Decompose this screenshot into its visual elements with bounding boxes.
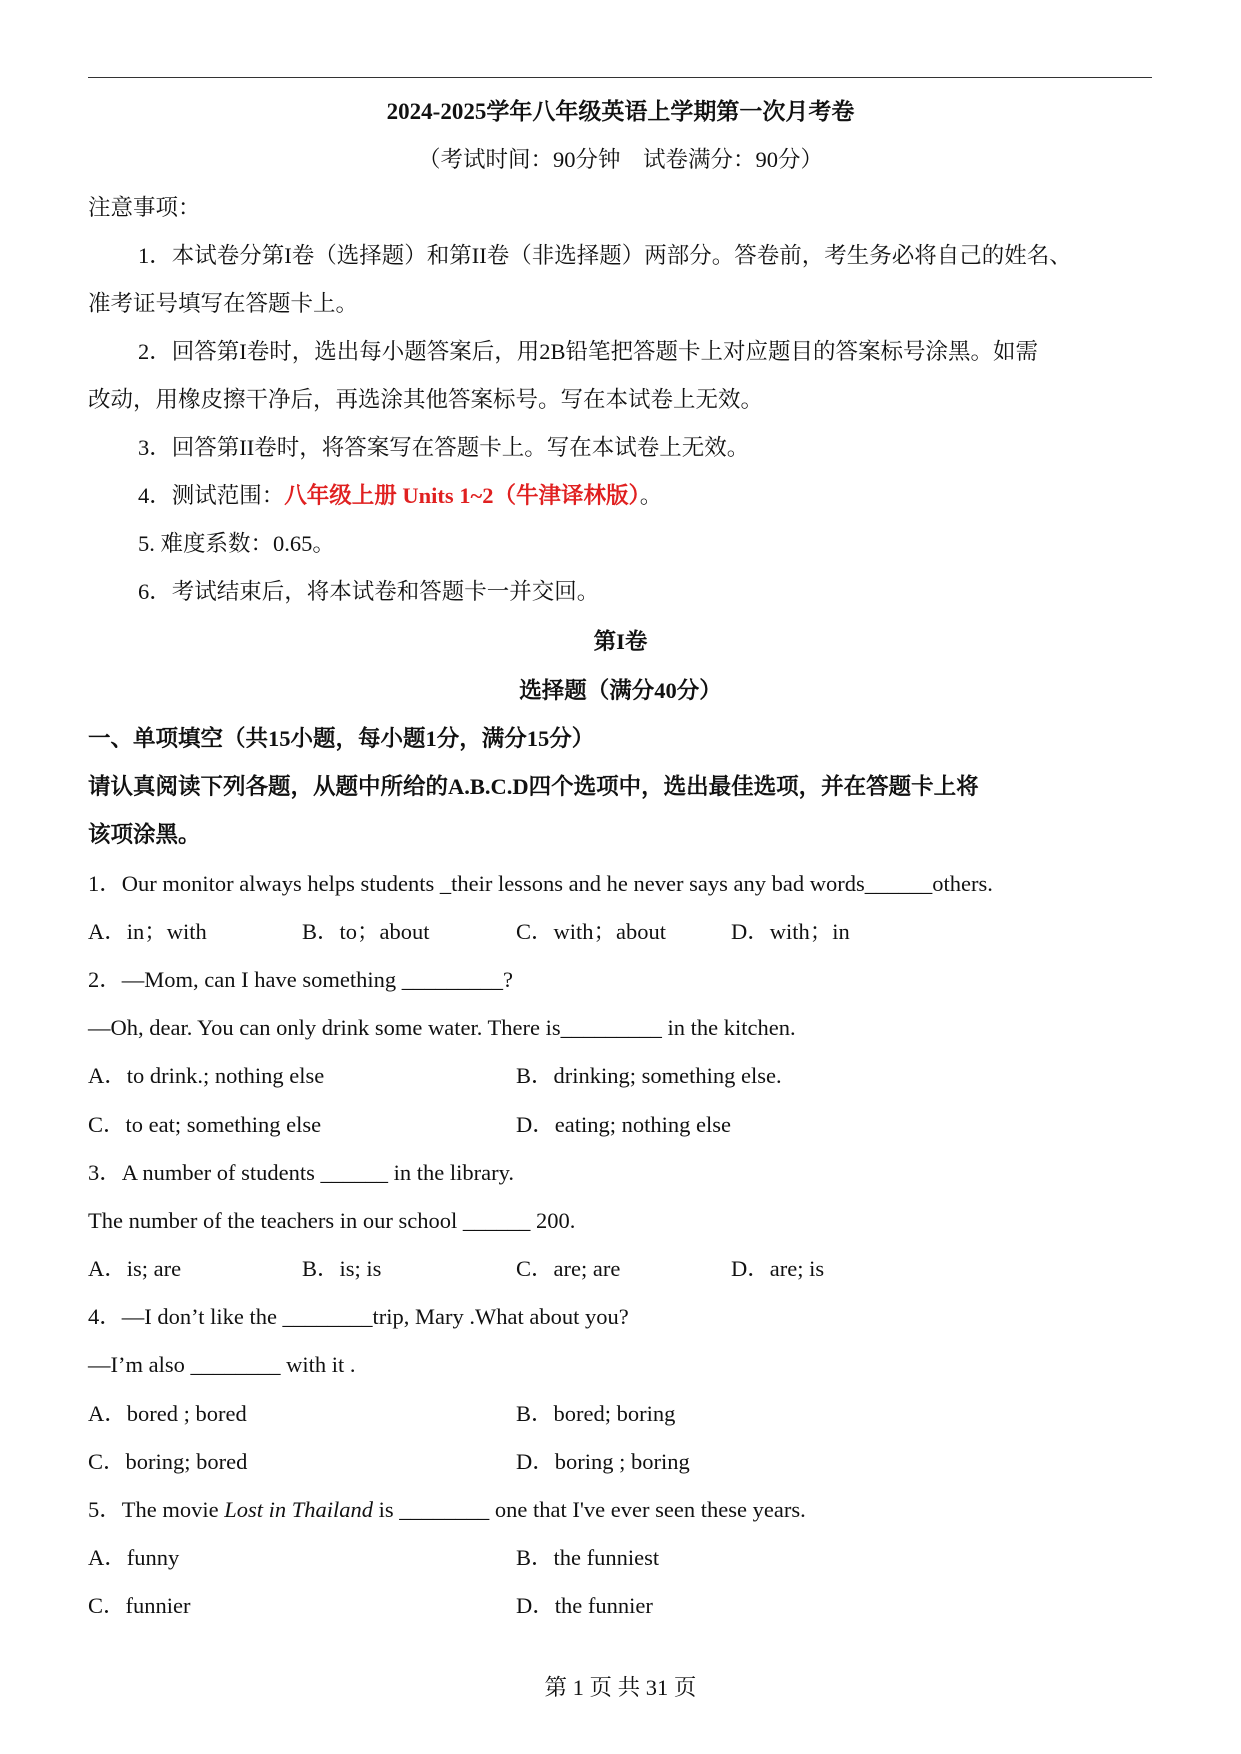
- note-5: 5. 难度系数：0.65。: [138, 531, 335, 556]
- question-1-option-b: B．to；about: [302, 919, 430, 944]
- test-scope: 八年级上册 Units 1~2（牛津译林版）: [284, 483, 640, 508]
- question-3-option-a: A．is; are: [88, 1256, 182, 1281]
- question-2-option-b: B．drinking; something else.: [516, 1063, 782, 1088]
- question-5-stem-suffix: is ________ one that I've ever seen these years.: [373, 1497, 806, 1522]
- exam-subtitle: （考试时间：90分钟 试卷满分：90分）: [417, 147, 823, 172]
- question-4-option-c: C．boring; bored: [88, 1449, 248, 1474]
- note-4: [138, 481, 662, 511]
- page-number: 第 1 页 共 31 页: [544, 1675, 697, 1700]
- question-1-option-d: D．with；in: [731, 919, 850, 944]
- question-5-movie-title: Lost in Thailand: [224, 1497, 374, 1522]
- section-instruction-line-2: 该项涂黑。: [88, 822, 201, 847]
- question-3-option-d: D．are; is: [731, 1256, 825, 1281]
- question-5-stem: [88, 1495, 806, 1525]
- note-2-line-2: 改动，用橡皮擦干净后，再选涂其他答案标号。写在本试卷上无效。: [88, 387, 764, 412]
- question-3-option-c: C．are; are: [516, 1256, 621, 1281]
- question-4-option-b: B．bored; boring: [516, 1401, 676, 1426]
- note-2-line-1: 2．回答第I卷时，选出每小题答案后，用2B铅笔把答题卡上对应题目的答案标号涂黑。如需: [138, 339, 1039, 364]
- question-3-option-b: B．is; is: [302, 1256, 382, 1281]
- question-2-option-c: C．to eat; something else: [88, 1112, 322, 1137]
- question-4-option-a: A．bored ; bored: [88, 1401, 247, 1426]
- note-6: 6．考试结束后，将本试卷和答题卡一并交回。: [138, 579, 600, 604]
- question-5-option-d: D．the funnier: [516, 1593, 653, 1618]
- question-2-option-a: A．to drink.; nothing else: [88, 1063, 325, 1088]
- question-2-stem-2: —Oh, dear. You can only drink some water. There is_________ in the kitchen.: [88, 1015, 796, 1040]
- question-5-stem-prefix: 5．The movie: [88, 1497, 225, 1522]
- question-4-stem-1: 4．—I don’t like the ________trip, Mary .What about you?: [88, 1304, 629, 1329]
- question-4-option-d: D．boring ; boring: [516, 1449, 690, 1474]
- note-4-prefix: 4．测试范围：: [138, 483, 285, 508]
- question-5-option-b: B．the funniest: [516, 1545, 660, 1570]
- exam-title: 2024-2025学年八年级英语上学期第一次月考卷: [386, 99, 855, 124]
- question-5-option-a: A．funny: [88, 1545, 180, 1570]
- question-2-stem-1: 2．—Mom, can I have something _________?: [88, 967, 513, 992]
- question-3-stem-1: 3．A number of students ______ in the library.: [88, 1160, 514, 1185]
- note-1-line-2: 准考证号填写在答题卡上。: [88, 291, 359, 316]
- top-rule: [88, 77, 1152, 78]
- notes-heading: 注意事项：: [88, 195, 201, 220]
- note-3: 3．回答第II卷时，将答案写在答题卡上。写在本试卷上无效。: [138, 435, 750, 460]
- section-heading: 一、单项填空（共15小题，每小题1分，满分15分）: [88, 726, 595, 751]
- question-1-stem: 1．Our monitor always helps students _their lessons and he never says any bad words______others.: [88, 871, 993, 896]
- question-1-option-c: C．with；about: [516, 919, 666, 944]
- question-5-option-c: C．funnier: [88, 1593, 191, 1618]
- note-1-line-1: 1．本试卷分第I卷（选择题）和第II卷（非选择题）两部分。答卷前，考生务必将自己的姓名、: [138, 243, 1072, 268]
- volume-title: 第I卷: [593, 629, 648, 654]
- question-1-option-a: A．in；with: [88, 919, 207, 944]
- section-instruction-line-1: 请认真阅读下列各题，从题中所给的A.B.C.D四个选项中，选出最佳选项，并在答题卡上将: [88, 774, 979, 799]
- question-2-option-d: D．eating; nothing else: [516, 1112, 731, 1137]
- question-4-stem-2: —I’m also ________ with it .: [88, 1352, 356, 1377]
- note-4-suffix: 。: [639, 483, 663, 508]
- question-3-stem-2: The number of the teachers in our school ______ 200.: [88, 1208, 576, 1233]
- part-title: 选择题（满分40分）: [519, 678, 722, 703]
